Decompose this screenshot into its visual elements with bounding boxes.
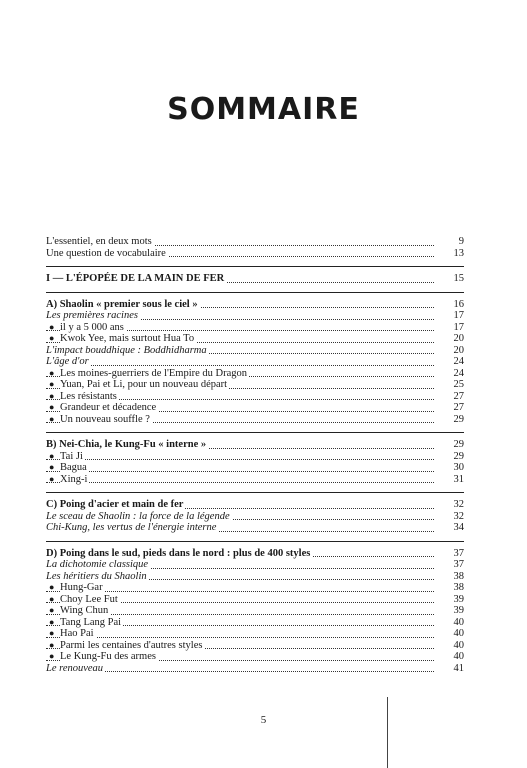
toc-entry (46, 617, 464, 629)
toc-entry (46, 345, 464, 357)
section-divider (46, 492, 464, 493)
bullet-icon: ● (49, 616, 55, 627)
toc-entry-label: Le Kung-Fu des armes (60, 651, 156, 662)
toc-entry (46, 451, 464, 463)
toc-entry (46, 273, 464, 285)
bullet-icon: ● (49, 402, 55, 412)
toc-entry (46, 548, 464, 560)
table-of-contents (46, 236, 464, 674)
toc-entry-label: A) Shaolin « premier sous le ciel » (46, 298, 198, 310)
toc-entry-label: Un nouveau souffle ? (60, 413, 150, 425)
toc-entry (46, 333, 464, 345)
page-number: 5 (260, 714, 267, 726)
bullet-icon: ● (49, 605, 55, 615)
toc-entry-label: Les moines-guerriers de l'Empire du Dragon (60, 367, 248, 379)
toc-entry-page: 9 (458, 236, 464, 247)
toc-entry-page: 39 (453, 593, 464, 605)
toc-entry-page: 16 (453, 298, 464, 310)
toc-entry-page: 20 (453, 344, 464, 356)
toc-entry (46, 236, 464, 248)
dot-leader (46, 636, 434, 638)
toc-entry-page: 40 (453, 651, 464, 662)
toc-entry-label: Tai Ji (60, 450, 83, 462)
section-divider (46, 292, 464, 293)
bullet-icon: ● (49, 628, 55, 638)
toc-entry-page: 32 (453, 510, 464, 522)
toc-entry-label: Parmi les centaines d'autres styles (60, 639, 203, 651)
toc-entry (46, 605, 464, 617)
bullet-icon: ● (49, 473, 55, 484)
toc-entry (46, 559, 464, 571)
toc-entry-label: C) Poing d'acier et main de fer (46, 499, 184, 510)
toc-entry (46, 322, 464, 334)
toc-entry-label: Une question de vocabulaire (46, 247, 166, 259)
toc-entry-label: Xing-i (60, 473, 88, 485)
toc-entry-page: 34 (453, 522, 464, 533)
bullet-icon: ● (49, 462, 55, 472)
toc-entry-page: 39 (453, 605, 464, 616)
toc-entry-page: 24 (453, 356, 464, 367)
toc-entry-label: Bagua (60, 462, 87, 473)
toc-entry (46, 651, 464, 663)
toc-entry-page: 20 (453, 333, 464, 344)
toc-entry-page: 17 (453, 321, 464, 333)
toc-entry-label: La dichotomie classique (46, 559, 149, 570)
bullet-icon: ● (49, 639, 55, 650)
toc-entry-label: Les premières racines (46, 310, 138, 321)
dot-leader (46, 364, 434, 366)
toc-entry-label: il y a 5 000 ans (60, 321, 124, 333)
toc-entry (46, 248, 464, 260)
toc-entry-page: 40 (453, 616, 464, 628)
toc-entry-page: 25 (453, 379, 464, 390)
bullet-icon: ● (49, 390, 55, 401)
toc-entry-label: Choy Lee Fut (60, 593, 118, 605)
toc-entry-label: Tang Lang Pai (60, 616, 122, 628)
toc-entry-label: Yuan, Pai et Li, pour un nouveau départ (60, 379, 228, 390)
toc-entry (46, 356, 464, 368)
toc-entry-label: Le sceau de Shaolin : la force de la légende (46, 510, 230, 522)
toc-entry-page: 32 (453, 499, 464, 510)
toc-entry (46, 379, 464, 391)
dot-leader (46, 458, 434, 460)
toc-entry (46, 402, 464, 414)
toc-entry (46, 522, 464, 534)
bullet-icon: ● (49, 413, 55, 424)
toc-entry-label: Grandeur et décadence (60, 402, 157, 413)
dot-leader (46, 470, 434, 472)
toc-entry (46, 474, 464, 486)
toc-entry-label: Wing Chun (60, 605, 109, 616)
toc-entry-page: 15 (453, 273, 464, 284)
toc-entry-label: D) Poing dans le sud, pieds dans le nord : plus de 400 styles (46, 547, 311, 559)
dot-leader (46, 481, 434, 483)
toc-entry-label: L'impact bouddhique : Boddhidharma (46, 344, 207, 356)
toc-entry (46, 582, 464, 594)
toc-entry-page: 37 (453, 559, 464, 570)
toc-entry-label: Kwok Yee, mais surtout Hua To (60, 333, 195, 344)
toc-entry-page: 38 (453, 570, 464, 582)
toc-entry-label: Chi-Kung, les vertus de l'énergie interne (46, 522, 217, 533)
toc-entry (46, 391, 464, 403)
toc-entry-label: Hung-Gar (60, 582, 103, 593)
toc-entry-page: 27 (453, 390, 464, 402)
bullet-icon: ● (49, 367, 55, 378)
toc-entry (46, 663, 464, 675)
bullet-icon: ● (49, 450, 55, 461)
bullet-icon: ● (49, 333, 55, 343)
toc-entry (46, 368, 464, 380)
toc-entry (46, 299, 464, 311)
toc-entry-label: L'âge d'or (46, 356, 89, 367)
section-divider (46, 432, 464, 433)
section-divider (46, 266, 464, 267)
toc-entry-page: 37 (453, 547, 464, 559)
toc-entry (46, 640, 464, 652)
toc-entry-page: 29 (453, 450, 464, 462)
toc-entry-label: Les héritiers du Shaolin (46, 570, 147, 582)
toc-entry (46, 511, 464, 523)
toc-entry-label: B) Nei-Chia, le Kung-Fu « interne » (46, 439, 207, 450)
toc-entry (46, 594, 464, 606)
toc-entry-label: L'essentiel, en deux mots (46, 236, 152, 247)
toc-entry (46, 439, 464, 451)
toc-entry (46, 310, 464, 322)
toc-entry-page: 29 (453, 413, 464, 425)
margin-rule (387, 697, 388, 768)
bullet-icon: ● (49, 593, 55, 604)
toc-entry-page: 38 (453, 582, 464, 593)
toc-entry-page: 27 (453, 402, 464, 413)
toc-entry-page: 17 (453, 310, 464, 321)
toc-entry-page: 31 (453, 473, 464, 485)
toc-entry-page: 41 (453, 662, 464, 674)
toc-entry-label: I — L'ÉPOPÉE DE LA MAIN DE FER (46, 273, 225, 284)
toc-entry-page: 40 (453, 639, 464, 651)
bullet-icon: ● (49, 379, 55, 389)
toc-entry-label: Le renouveau (46, 662, 104, 674)
toc-entry-label: Hao Pai (60, 628, 94, 639)
toc-entry-label: Les résistants (60, 390, 117, 402)
toc-entry-page: 30 (453, 462, 464, 473)
page-title: SOMMAIRE (167, 92, 360, 127)
toc-entry-page: 24 (453, 367, 464, 379)
section-divider (46, 541, 464, 542)
bullet-icon: ● (49, 651, 55, 661)
toc-entry (46, 571, 464, 583)
bullet-icon: ● (49, 582, 55, 592)
toc-entry (46, 462, 464, 474)
bullet-icon: ● (49, 321, 55, 332)
toc-entry (46, 628, 464, 640)
toc-entry-page: 40 (453, 628, 464, 639)
toc-entry (46, 499, 464, 511)
toc-entry (46, 414, 464, 426)
toc-entry-page: 13 (453, 247, 464, 259)
toc-entry-page: 29 (453, 439, 464, 450)
